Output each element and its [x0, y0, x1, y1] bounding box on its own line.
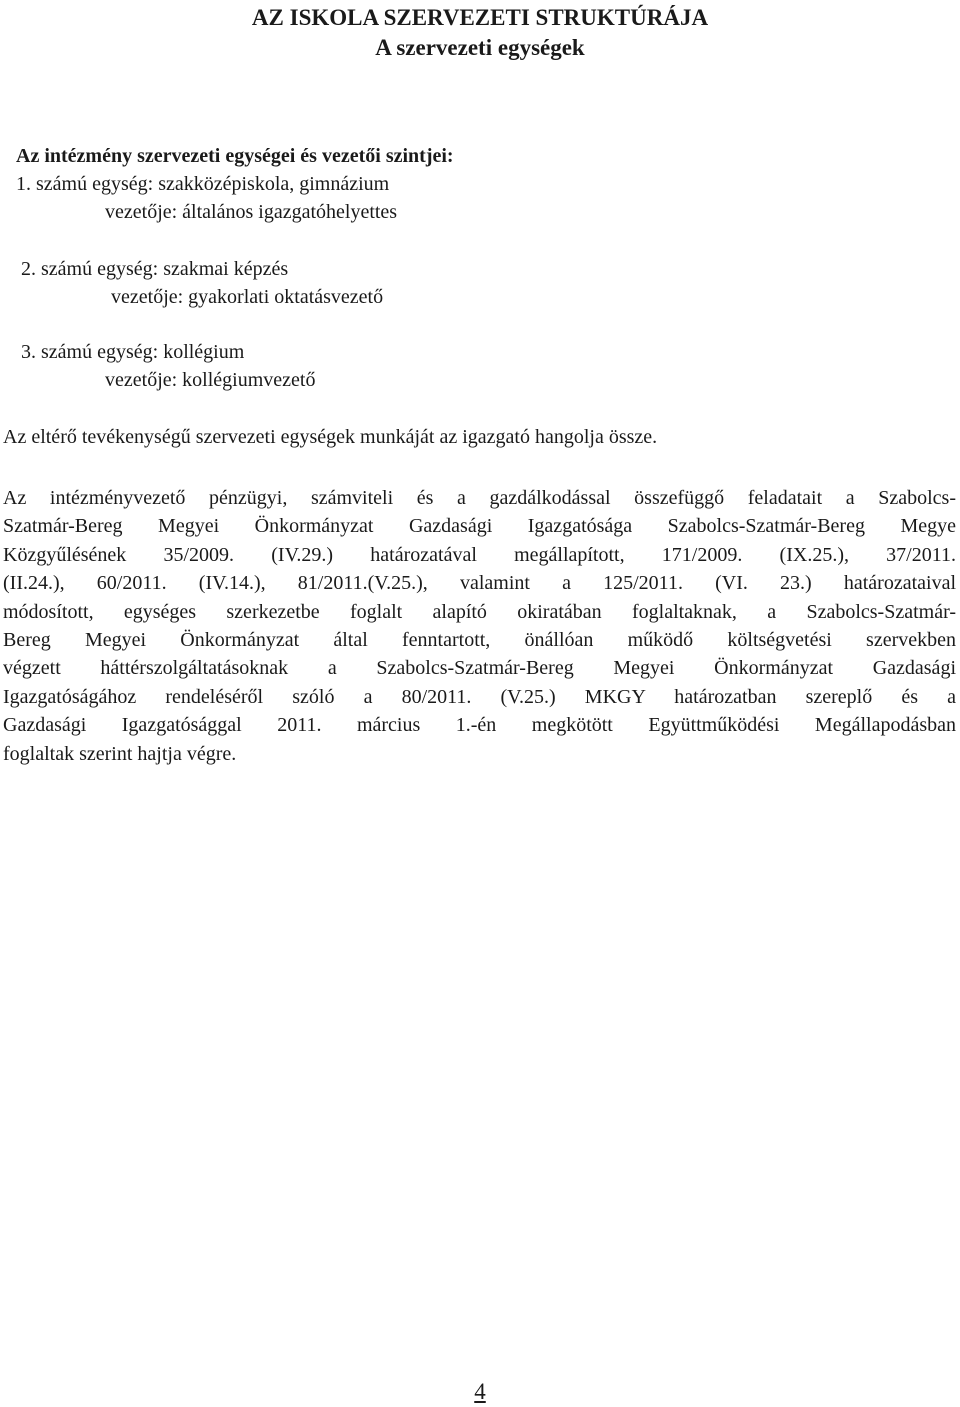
paragraph-line: foglaltak szerint hajtja végre. — [3, 742, 237, 765]
coordination-sentence: Az eltérő tevékenységű szervezeti egységek munkáját az igazgató hangolja össze. — [3, 426, 658, 448]
unit-1-leader: vezetője: általános igazgatóhelyettes — [105, 201, 398, 223]
paragraph-line: Bereg Megyei Önkormányzat által fenntartott, önállóan működő költségvetési szervekben — [3, 628, 956, 651]
unit-1-line: 1. számú egység: szakközépiskola, gimnázium — [16, 173, 390, 195]
paragraph-line: módosított, egységes szerkezetbe foglalt alapító okiratában foglaltaknak, a Szabolcs-Szatmár- — [3, 600, 956, 623]
document-title: AZ ISKOLA SZERVEZETI STRUKTÚRÁJA — [251, 5, 709, 30]
page-number: 4 — [474, 1379, 486, 1404]
paragraph-line: Közgyűlésének 35/2009. (IV.29.) határozatával megállapított, 171/2009. (IX.25.), 37/2011. — [3, 543, 956, 566]
unit-3-line: 3. számú egység: kollégium — [21, 341, 245, 363]
paragraph-line: Igazgatóságához rendeléséről szóló a 80/2011. (V.25.) MKGY határozatban szereplő és a — [3, 685, 956, 708]
unit-3-leader: vezetője: kollégiumvezető — [105, 369, 316, 391]
paragraph-line: Szatmár-Bereg Megyei Önkormányzat Gazdasági Igazgatósága Szabolcs-Szatmár-Bereg Megye — [3, 515, 956, 538]
unit-2-line: 2. számú egység: szakmai képzés — [21, 258, 289, 280]
units-heading: Az intézmény szervezeti egységei és vezetői szintjei: — [16, 145, 454, 167]
unit-2-leader: vezetője: gyakorlati oktatásvezető — [111, 286, 384, 308]
finance-paragraph — [3, 484, 956, 768]
paragraph-line: végzett háttérszolgáltatásoknak a Szabolcs-Szatmár-Bereg Megyei Önkormányzat Gazdasági — [3, 657, 956, 680]
paragraph-line: Az intézményvezető pénzügyi, számviteli és a gazdálkodással összefüggő feladatait a Szabolcs- — [3, 487, 956, 509]
paragraph-line: Gazdasági Igazgatósággal 2011. március 1.-én megkötött Együttműködési Megállapodásban — [3, 714, 956, 737]
paragraph-line: (II.24.), 60/2011. (IV.14.), 81/2011.(V.25.), valamint a 125/2011. (VI. 23.) határozataival — [3, 572, 956, 595]
document-subtitle: A szervezeti egységek — [375, 35, 585, 60]
